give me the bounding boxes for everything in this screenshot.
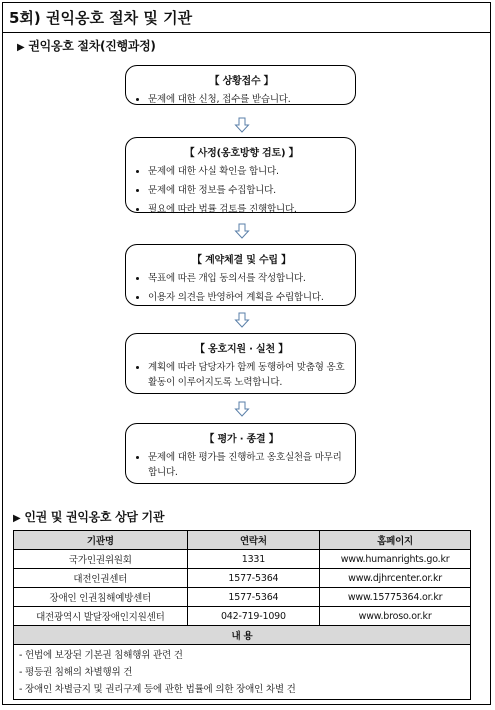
step-box-contract	[125, 244, 356, 306]
agency-phone: 042-719-1090	[187, 607, 320, 626]
table-row	[14, 550, 471, 569]
step-item: • 목표에 따른 개입 동의서를 작성합니다.	[148, 271, 347, 286]
column-header: 홈페이지	[320, 531, 471, 550]
step-item: • 필요에 따라 법률 검토를 진행합니다.	[148, 202, 347, 217]
column-header: 연락처	[187, 531, 320, 550]
page-title: 5회) 권익옹호 절차 및 기관	[3, 3, 490, 33]
agency-phone: 1331	[187, 550, 320, 569]
step-title: 【 상황접수 】	[209, 76, 274, 87]
table-row	[14, 569, 471, 588]
step-box-support	[125, 333, 356, 394]
table-row	[14, 607, 471, 626]
step-item: • 계획에 따라 담당자가 함께 동행하여 맞춤형 옹호활동이 이루어지도록 노력합니다.	[148, 360, 347, 390]
arrow-down-icon	[234, 223, 250, 239]
agency-homepage[interactable]: www.15775364.or.kr	[320, 588, 471, 607]
content-item: - 평등권 침해의 차별행위 건	[19, 667, 133, 678]
step-title: 【 사정(옹호방향 검토) 】	[184, 148, 299, 159]
agency-name: 대전인권센터	[14, 569, 188, 588]
content-header-row	[14, 626, 471, 645]
table-header-row	[14, 531, 471, 550]
step-item: • 문제에 대한 정보를 수집합니다.	[148, 183, 347, 198]
content-list	[13, 644, 471, 700]
agency-name: 장애인 인권침해예방센터	[14, 588, 188, 607]
procedure-heading-text: 권익옹호 절차(진행과정)	[28, 39, 156, 53]
agencies-heading-text: 인권 및 권익옹호 상담 기관	[24, 510, 165, 524]
content-header: 내 용	[14, 626, 471, 645]
agencies-table	[13, 530, 471, 645]
step-box-assessment	[125, 137, 356, 213]
agency-homepage[interactable]: www.broso.or.kr	[320, 607, 471, 626]
arrow-down-icon	[234, 312, 250, 328]
step-item: • 문제에 대한 평가를 진행하고 옹호실천을 마무리합니다.	[148, 450, 347, 480]
content-item: - 헌법에 보장된 기본권 침해행위 관련 건	[19, 650, 183, 661]
step-item: • 문제에 대한 신청, 접수를 받습니다.	[148, 92, 347, 107]
content-item: - 장애인 차별금지 및 권리구제 등에 관한 법률에 의한 장애인 차별 건	[19, 684, 296, 695]
procedure-heading	[17, 37, 156, 54]
agency-phone: 1577-5364	[187, 588, 320, 607]
step-box-evaluation	[125, 423, 356, 484]
column-header: 기관명	[14, 531, 188, 550]
step-item: • 문제에 대한 사실 확인을 합니다.	[148, 164, 347, 179]
triangle-right-icon: ▶	[17, 42, 25, 53]
step-item: • 이용자 의견을 반영하여 계획을 수립합니다.	[148, 290, 347, 305]
step-title: 【 계약체결 및 수립 】	[192, 255, 291, 266]
agency-name: 대전광역시 발달장애인지원센터	[14, 607, 188, 626]
agency-homepage[interactable]: www.djhrcenter.or.kr	[320, 569, 471, 588]
arrow-down-icon	[234, 117, 250, 133]
step-title: 【 옹호지원 · 실천 】	[194, 344, 289, 355]
table-row	[14, 588, 471, 607]
agency-homepage[interactable]: www.humanrights.go.kr	[320, 550, 471, 569]
agencies-heading	[13, 508, 164, 525]
step-title: 【 평가 · 종결 】	[204, 434, 279, 445]
step-box-intake	[125, 65, 356, 105]
triangle-right-icon: ▶	[13, 513, 21, 524]
agency-phone: 1577-5364	[187, 569, 320, 588]
arrow-down-icon	[234, 401, 250, 417]
agency-name: 국가인권위원회	[14, 550, 188, 569]
